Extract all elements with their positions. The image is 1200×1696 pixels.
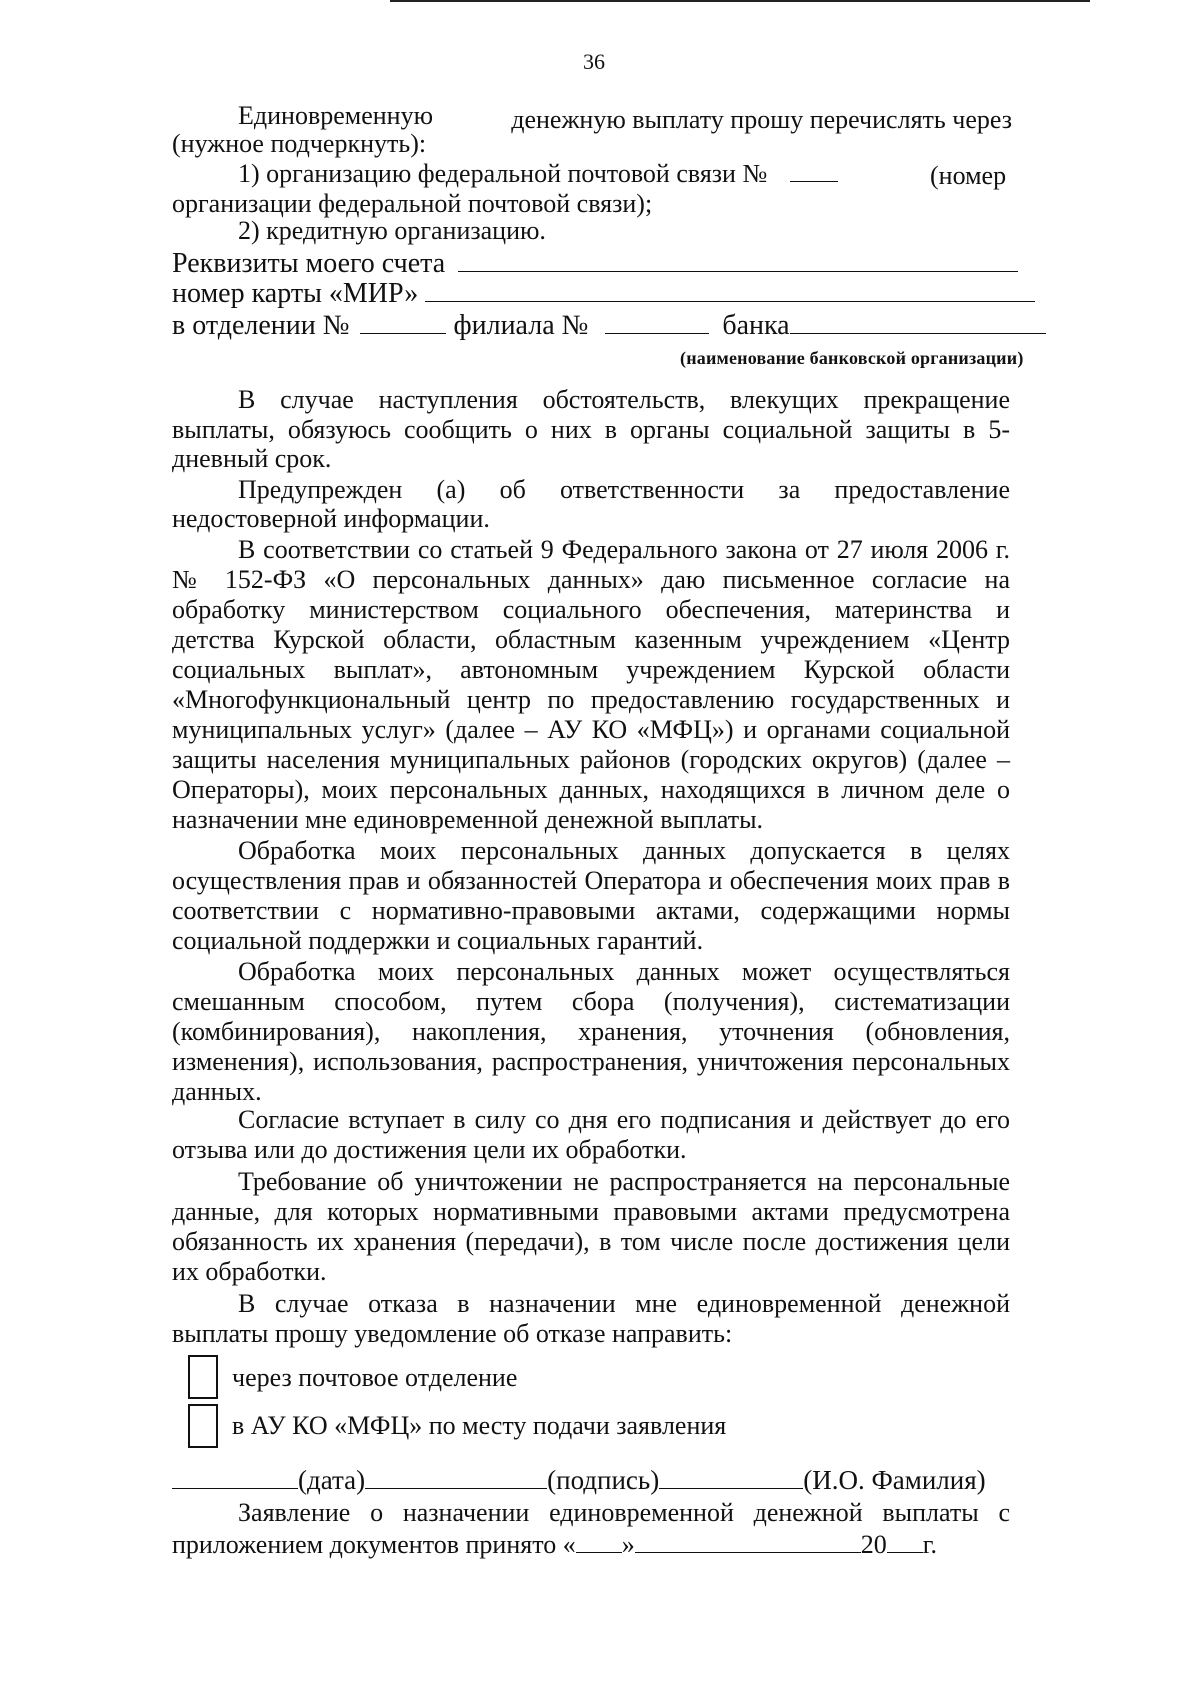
mfc-option-label: в АУ КО «МФЦ» по месту подачи заявления (232, 1411, 727, 1440)
p3-line: Операторы), моих персональных данных, находящихся в личном деле о (172, 775, 1010, 804)
signature-row: (дата) (подпись) (И.О. Фамилия) (172, 1464, 986, 1496)
branch-number-field[interactable] (360, 311, 446, 334)
accepted-year-field[interactable] (887, 1530, 923, 1553)
p5-line: смешанным способом, путем сбора (получения), систематизации (172, 987, 1010, 1016)
post-number-caption: (номер (930, 161, 1007, 190)
post-office-checkbox[interactable] (188, 1355, 218, 1399)
bank-name-field[interactable] (790, 311, 1046, 334)
post-org-caption: организации федеральной почтовой связи); (172, 189, 653, 218)
p3-line: детства Курской области, областным казенным учреждением «Центр (172, 625, 1010, 654)
p7-line: их обработки. (172, 1257, 327, 1286)
post-number-field[interactable] (790, 159, 838, 182)
p4-line: соответствии с нормативно-правовыми актами, содержащими нормы (172, 896, 1010, 925)
option-credit-org: 2) кредитную организацию. (238, 216, 546, 245)
p7-line: обязанность их хранения (передачи), в том числе после достижения цели (172, 1227, 1010, 1256)
p3-line: муниципальных услуг» (далее – АУ КО «МФЦ») и органами социальной (172, 715, 1010, 744)
p3-line: В соответствии со статьей 9 Федерального закона от 27 июля 2006 г. (238, 535, 1010, 564)
branch-row: в отделении № филиала № банка (172, 310, 1046, 342)
p1-line: выплаты, обязуюсь сообщить о них в органы социальной защиты в 5- (172, 415, 1010, 444)
p3-line: социальных выплат», автономным учреждением Курской области (172, 655, 1010, 684)
signature-field[interactable] (365, 1466, 547, 1489)
p3-line: «Многофункциональный центр по предоставлению государственных и (172, 685, 1010, 714)
top-rule (390, 0, 1090, 2)
p5-line: изменения), использования, распространения, уничтожения персональных (172, 1047, 1010, 1076)
accepted-date-row: приложением документов принято « » 20 г. (172, 1530, 937, 1559)
p5-line: данных. (172, 1077, 262, 1106)
p1-line: дневный срок. (172, 444, 332, 473)
p1-line: В случае наступления обстоятельств, влекущих прекращение (238, 385, 1010, 414)
payment-intro-word: Единовременную (238, 101, 433, 130)
accepted-month-field[interactable] (635, 1530, 861, 1553)
p2-line: Предупрежден (а) об ответственности за предоставление (238, 475, 1010, 504)
p8-line: выплаты прошу уведомление об отказе направить: (172, 1319, 733, 1348)
mfc-checkbox[interactable] (188, 1404, 218, 1448)
p3-line: назначении мне единовременной денежной выплаты. (172, 805, 764, 834)
p4-line: Обработка моих персональных данных допускается в целях (238, 836, 1010, 865)
post-office-option-label: через почтовое отделение (232, 1363, 518, 1392)
filial-number-field[interactable] (605, 311, 709, 334)
p7-line: Требование об уничтожении не распространяется на персональные (238, 1167, 1010, 1196)
account-row: Реквизиты моего счета (172, 248, 1018, 280)
card-number-field[interactable] (425, 279, 1035, 302)
bank-caption: (наименование банковской организации) (680, 348, 1024, 368)
p5-line: Обработка моих персональных данных может осуществляться (238, 957, 1010, 986)
card-row: номер карты «МИР» (172, 278, 1035, 310)
p6-line: Согласие вступает в силу со дня его подписания и действует до его (238, 1105, 1010, 1134)
p3-line: № 152-ФЗ «О персональных данных» даю письменное согласие на (172, 565, 1010, 594)
p6-line: отзыва или до достижения цели их обработки. (172, 1135, 687, 1164)
accepted-day-field[interactable] (576, 1530, 622, 1553)
page-number: 36 (583, 49, 605, 74)
p8-line: В случае отказа в назначении мне единовременной денежной (238, 1289, 1010, 1318)
date-field[interactable] (172, 1466, 298, 1489)
p3-line: защиты населения муниципальных районов (городских округов) (далее – (172, 745, 1010, 774)
payment-underline-note: (нужное подчеркнуть): (172, 129, 427, 158)
p2-line: недостоверной информации. (172, 504, 490, 533)
full-name-field[interactable] (659, 1466, 803, 1489)
p4-line: осуществления прав и обязанностей Оператора и обеспечения моих прав в (172, 866, 1010, 895)
p5-line: (комбинирования), накопления, хранения, уточнения (обновления, (172, 1017, 1010, 1046)
p4-line: социальной поддержки и социальных гарантий. (172, 926, 704, 955)
option-post-org: 1) организацию федеральной почтовой связи № (238, 158, 838, 190)
account-field[interactable] (458, 249, 1018, 272)
p3-line: обработку министерством социального обеспечения, материнства и (172, 595, 1010, 624)
p7-line: данные, для которых нормативными правовыми актами предусмотрена (172, 1197, 1010, 1226)
payment-intro-rest: денежную выплату прошу перечислять через (511, 105, 1012, 134)
accepted-line: Заявление о назначении единовременной денежной выплаты с (238, 1498, 1010, 1527)
